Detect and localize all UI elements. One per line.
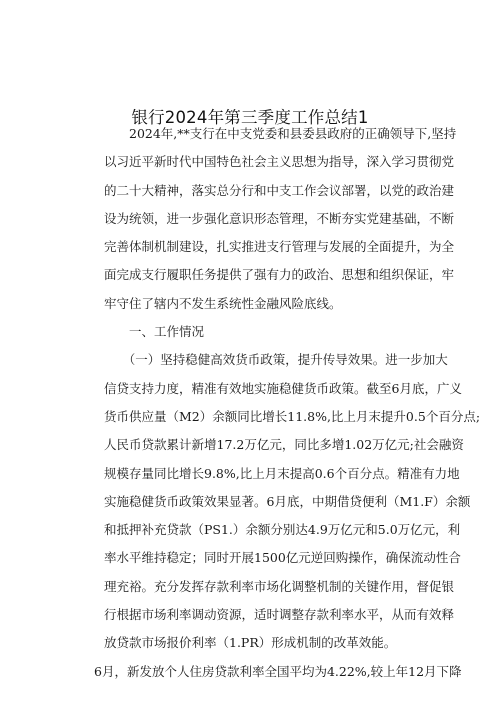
- body-line: 以习近平新时代中国特色社会主义思想为指导，深入学习贯彻党: [104, 154, 455, 170]
- body-line: 一、工作情况: [104, 324, 205, 340]
- body-line: （一）坚持稳健高效货币政策，提升传导效果。进一步加大: [104, 352, 448, 368]
- body-line: 放贷款市场报价利率（1.PR）形成机制的改革效能。: [104, 635, 397, 651]
- body-line: 率水平维持稳定；同时开展1500亿元逆回购操作，确保流动性合: [104, 550, 461, 566]
- body-line: 和抵押补充贷款（PS1.）余额分别达4.9万亿元和5.0万亿元，利: [104, 522, 461, 538]
- body-line: 理充裕。充分发挥存款利率市场化调整机制的关键作用，督促银: [104, 578, 455, 594]
- body-line: 规模存量同比增长9.8%,比上月末提高0.6个百分点。精准有力地: [104, 465, 460, 481]
- body-line: 的二十大精神，落实总分行和中支工作会议部署，以党的政治建: [104, 182, 455, 198]
- body-line: 货币供应量（M2）余额同比增长11.8%,比上月末提升0.5个百分点;: [104, 408, 481, 424]
- body-line: 设为统领，进一步强化意识形态管理，不断夯实党建基础，不断: [104, 210, 455, 226]
- body-line: 2024年,**支行在中支党委和县委县政府的正确领导下,坚持: [104, 126, 457, 141]
- body-line: 完善体制机制建设，扎实推进支行管理与发展的全面提升，为全: [104, 239, 455, 255]
- body-line: 牢守住了辖内不发生系统性金融风险底线。: [104, 295, 342, 311]
- body-line: 行根据市场利率调动资源，适时调整存款利率水平，从而有效释: [104, 607, 455, 623]
- body-line: 实施稳健货币政策效果显著。6月底，中期借贷便利（M1.F）余额: [104, 493, 471, 509]
- body-line: 面完成支行履职任务提供了强有力的政治、思想和组织保证，牢: [104, 267, 455, 283]
- body-line: 6月，新发放个人住房贷款利率全国平均为4.22%,较上年12月下降: [94, 663, 462, 679]
- document-body: [94, 120, 481, 686]
- document-title: 银行2024年第三季度工作总结1: [131, 108, 369, 127]
- body-line: 信贷支持力度，精准有效地实施稳健货币政策。截至6月底，广义: [104, 380, 462, 396]
- body-line: 人民币贷款累计新增17.2万亿元，同比多增1.02万亿元;社会融资: [104, 437, 464, 453]
